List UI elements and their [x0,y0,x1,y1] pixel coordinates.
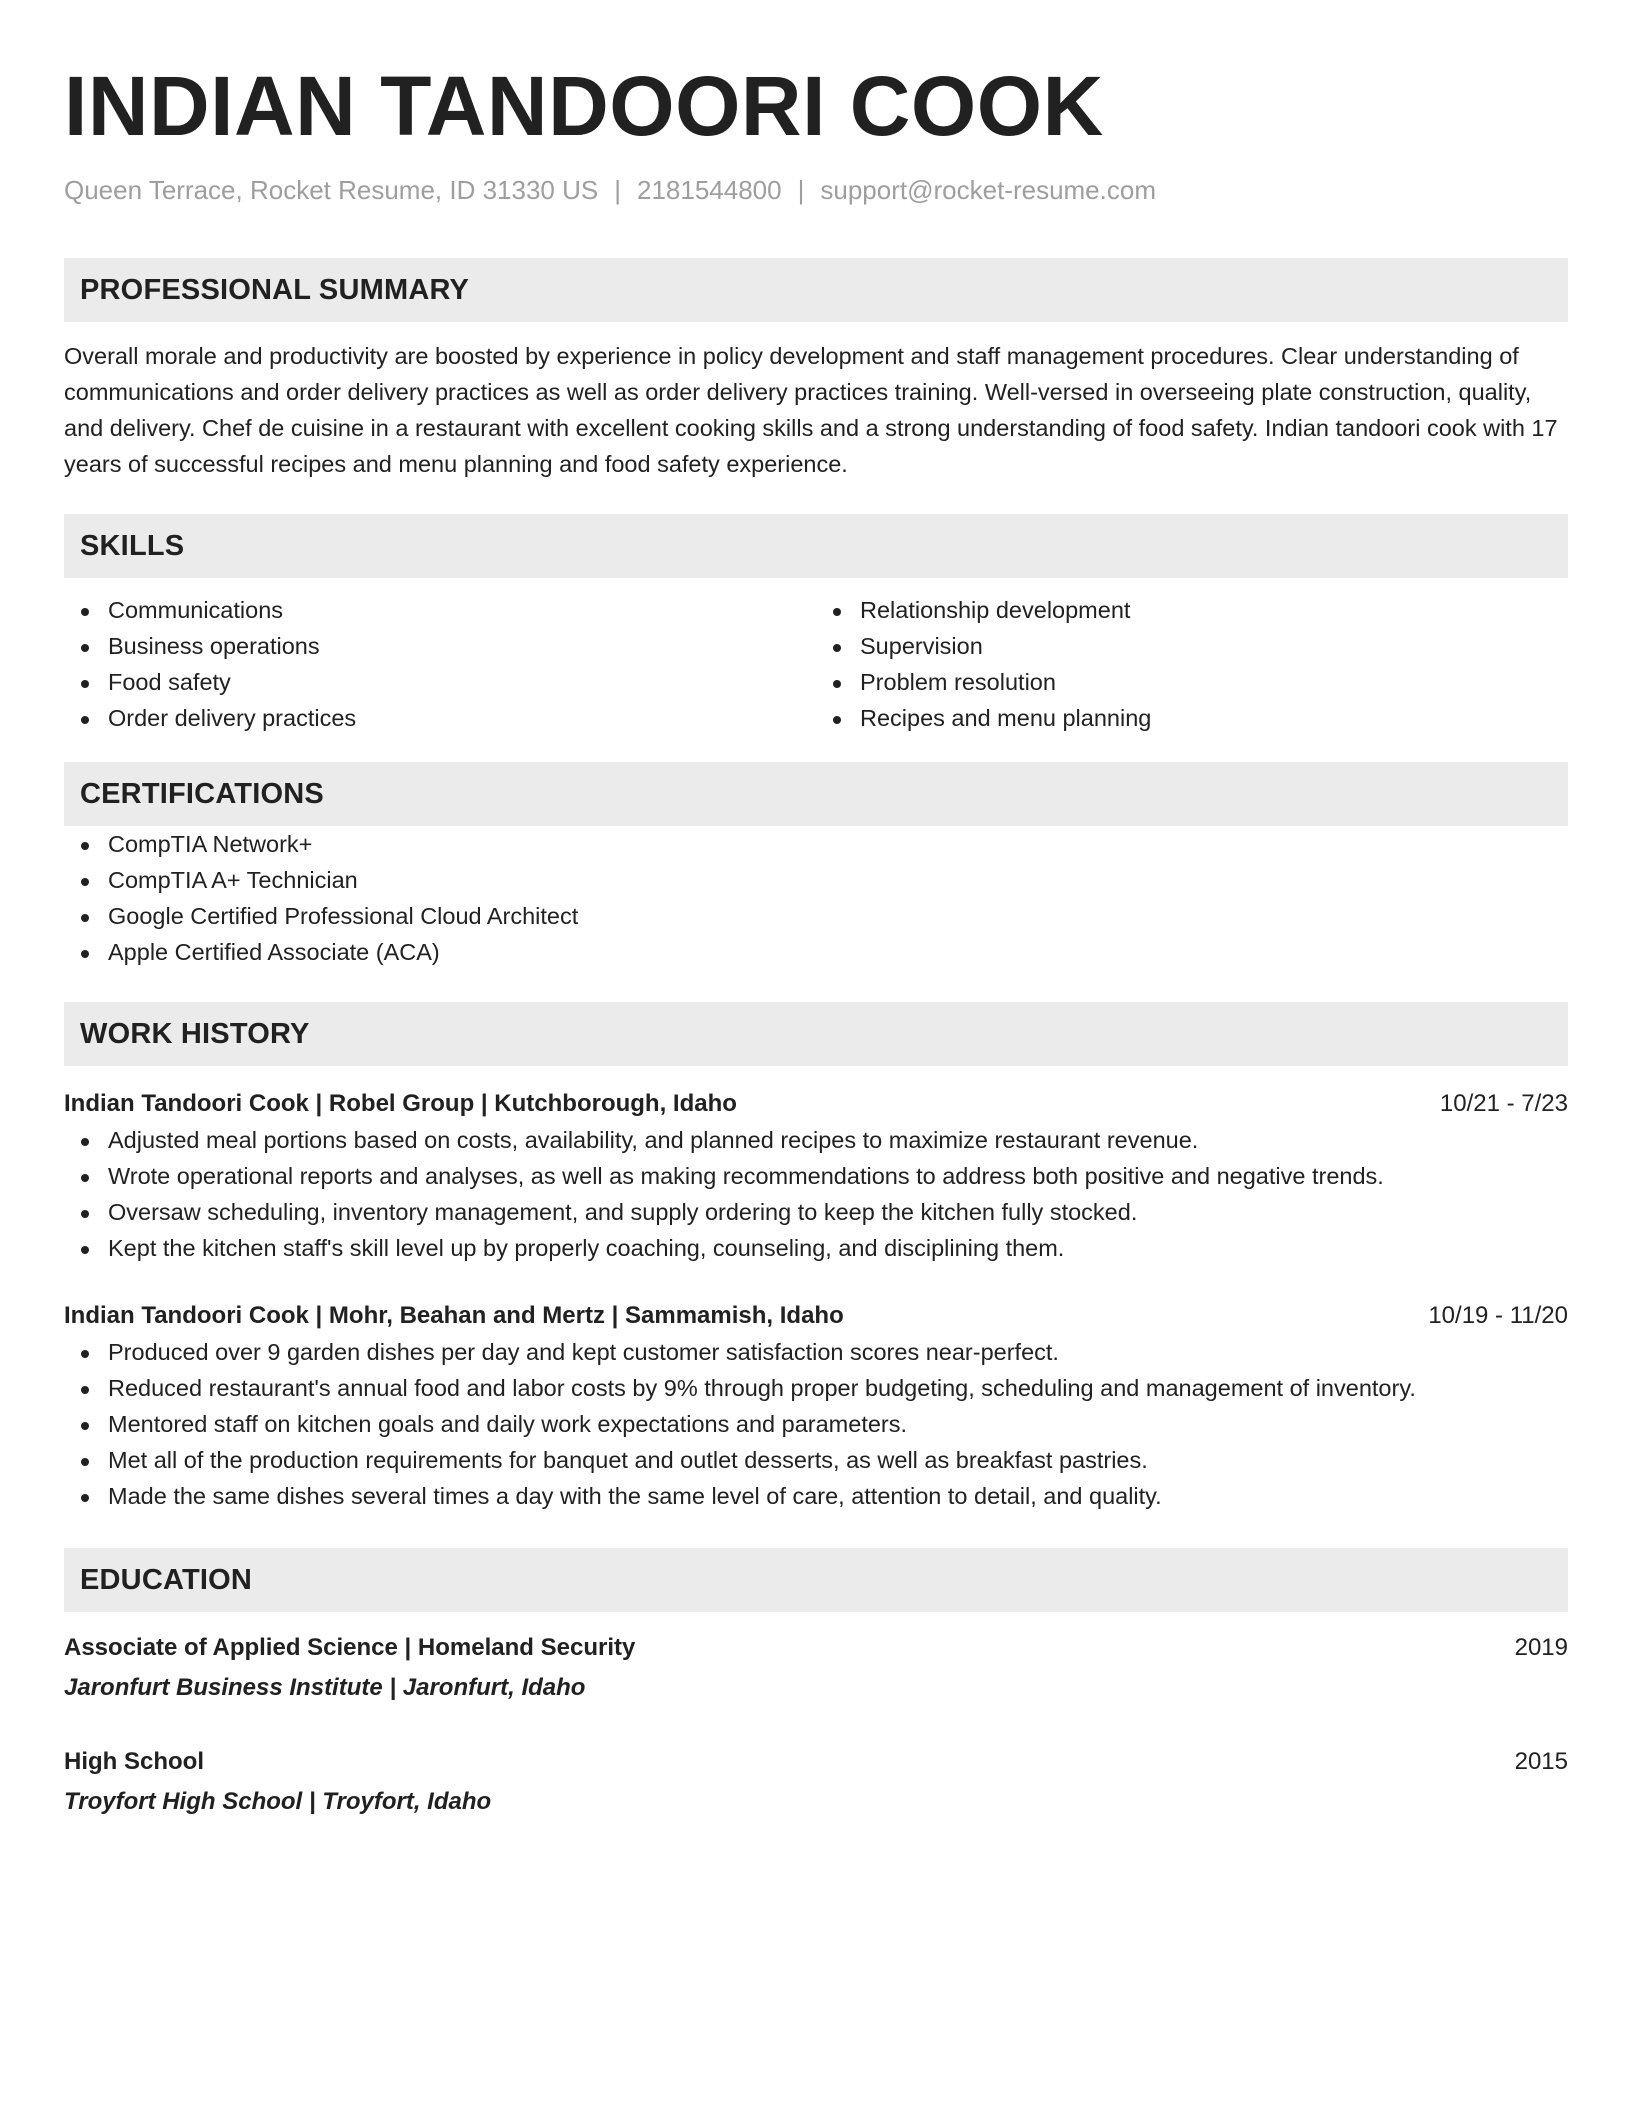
job-bullet: Adjusted meal portions based on costs, availability, and planned recipes to maximize restaurant revenue. [64,1122,1568,1158]
education-degree: Associate of Applied Science | Homeland Security [64,1634,636,1661]
contact-separator: | [614,175,621,205]
certification-item: Google Certified Professional Cloud Architect [64,898,1568,934]
skill-item: Business operations [64,628,816,664]
job-header [64,1086,1568,1122]
skill-item: Communications [64,592,816,628]
skill-item: Supervision [816,628,1568,664]
job-bullets [64,1334,1568,1514]
section-header-work-history: WORK HISTORY [64,1002,1568,1066]
job-header [64,1298,1568,1334]
contact-address: Queen Terrace, Rocket Resume, ID 31330 US [64,175,599,205]
education-header [64,1630,1568,1666]
job-bullet: Reduced restaurant's annual food and labor costs by 9% through proper budgeting, scheduling and management of inventory. [64,1370,1568,1406]
section-header-summary: PROFESSIONAL SUMMARY [64,258,1568,322]
skill-item: Problem resolution [816,664,1568,700]
section-header-education: EDUCATION [64,1548,1568,1612]
skill-item: Relationship development [816,592,1568,628]
skills-list-right [816,592,1568,736]
education-degree: High School [64,1748,204,1775]
education-entry [64,1744,1568,1820]
skill-item: Food safety [64,664,816,700]
contact-line [64,174,1568,206]
education-entry [64,1630,1568,1706]
certification-item: CompTIA Network+ [64,826,1568,862]
job-dates: 10/21 - 7/23 [1439,1090,1568,1117]
job-bullet: Kept the kitchen staff's skill level up by properly coaching, counseling, and disciplining them. [64,1230,1568,1266]
contact-phone: 2181544800 [637,175,782,205]
skills-grid [64,592,1568,736]
job-entry [64,1298,1568,1514]
contact-separator: | [797,175,805,205]
education-year: 2019 [1514,1634,1568,1661]
education-school: Jaronfurt Business Institute | Jaronfurt, Idaho [64,1674,586,1701]
job-title: Indian Tandoori Cook | Mohr, Beahan and Mertz | Sammamish, Idaho [64,1302,844,1329]
job-bullets [64,1122,1568,1266]
job-bullet: Mentored staff on kitchen goals and daily work expectations and parameters. [64,1406,1568,1442]
summary-text: Overall morale and productivity are boosted by experience in policy development and staff management procedures. Clear understanding of communications and order delivery practices as well as order delivery practices training. Well-versed in overseeing plate construction, quality, and delivery. Chef de cuisine in a restaurant with excellent cooking skills and a strong understanding of food safety. Indian tandoori cook with 17 years of successful recipes and menu planning and food safety experience. [64,343,1558,477]
job-title: Indian Tandoori Cook | Robel Group | Kutchborough, Idaho [64,1090,737,1117]
job-bullet: Wrote operational reports and analyses, as well as making recommendations to address both positive and negative trends. [64,1158,1568,1194]
contact-email: support@rocket-resume.com [820,175,1156,205]
section-header-skills: SKILLS [64,514,1568,578]
skill-item: Order delivery practices [64,700,816,736]
education-header [64,1744,1568,1780]
skill-item: Recipes and menu planning [816,700,1568,736]
job-dates: 10/19 - 11/20 [1428,1302,1568,1329]
certification-item: CompTIA A+ Technician [64,862,1568,898]
education-school: Troyfort High School | Troyfort, Idaho [64,1788,492,1815]
job-entry [64,1086,1568,1266]
education-year: 2015 [1514,1748,1568,1775]
job-bullet: Made the same dishes several times a day with the same level of care, attention to detail, and quality. [64,1478,1568,1514]
skills-list-left [64,592,816,736]
certifications-list [64,826,1568,970]
job-bullet: Oversaw scheduling, inventory management, and supply ordering to keep the kitchen fully stocked. [64,1194,1568,1230]
certification-item: Apple Certified Associate (ACA) [64,934,1568,970]
job-bullet: Produced over 9 garden dishes per day and kept customer satisfaction scores near-perfect. [64,1334,1568,1370]
job-bullet: Met all of the production requirements for banquet and outlet desserts, as well as breakfast pastries. [64,1442,1568,1478]
section-header-certifications: CERTIFICATIONS [64,762,1568,826]
resume-name: INDIAN TANDOORI COOK [64,59,1104,153]
